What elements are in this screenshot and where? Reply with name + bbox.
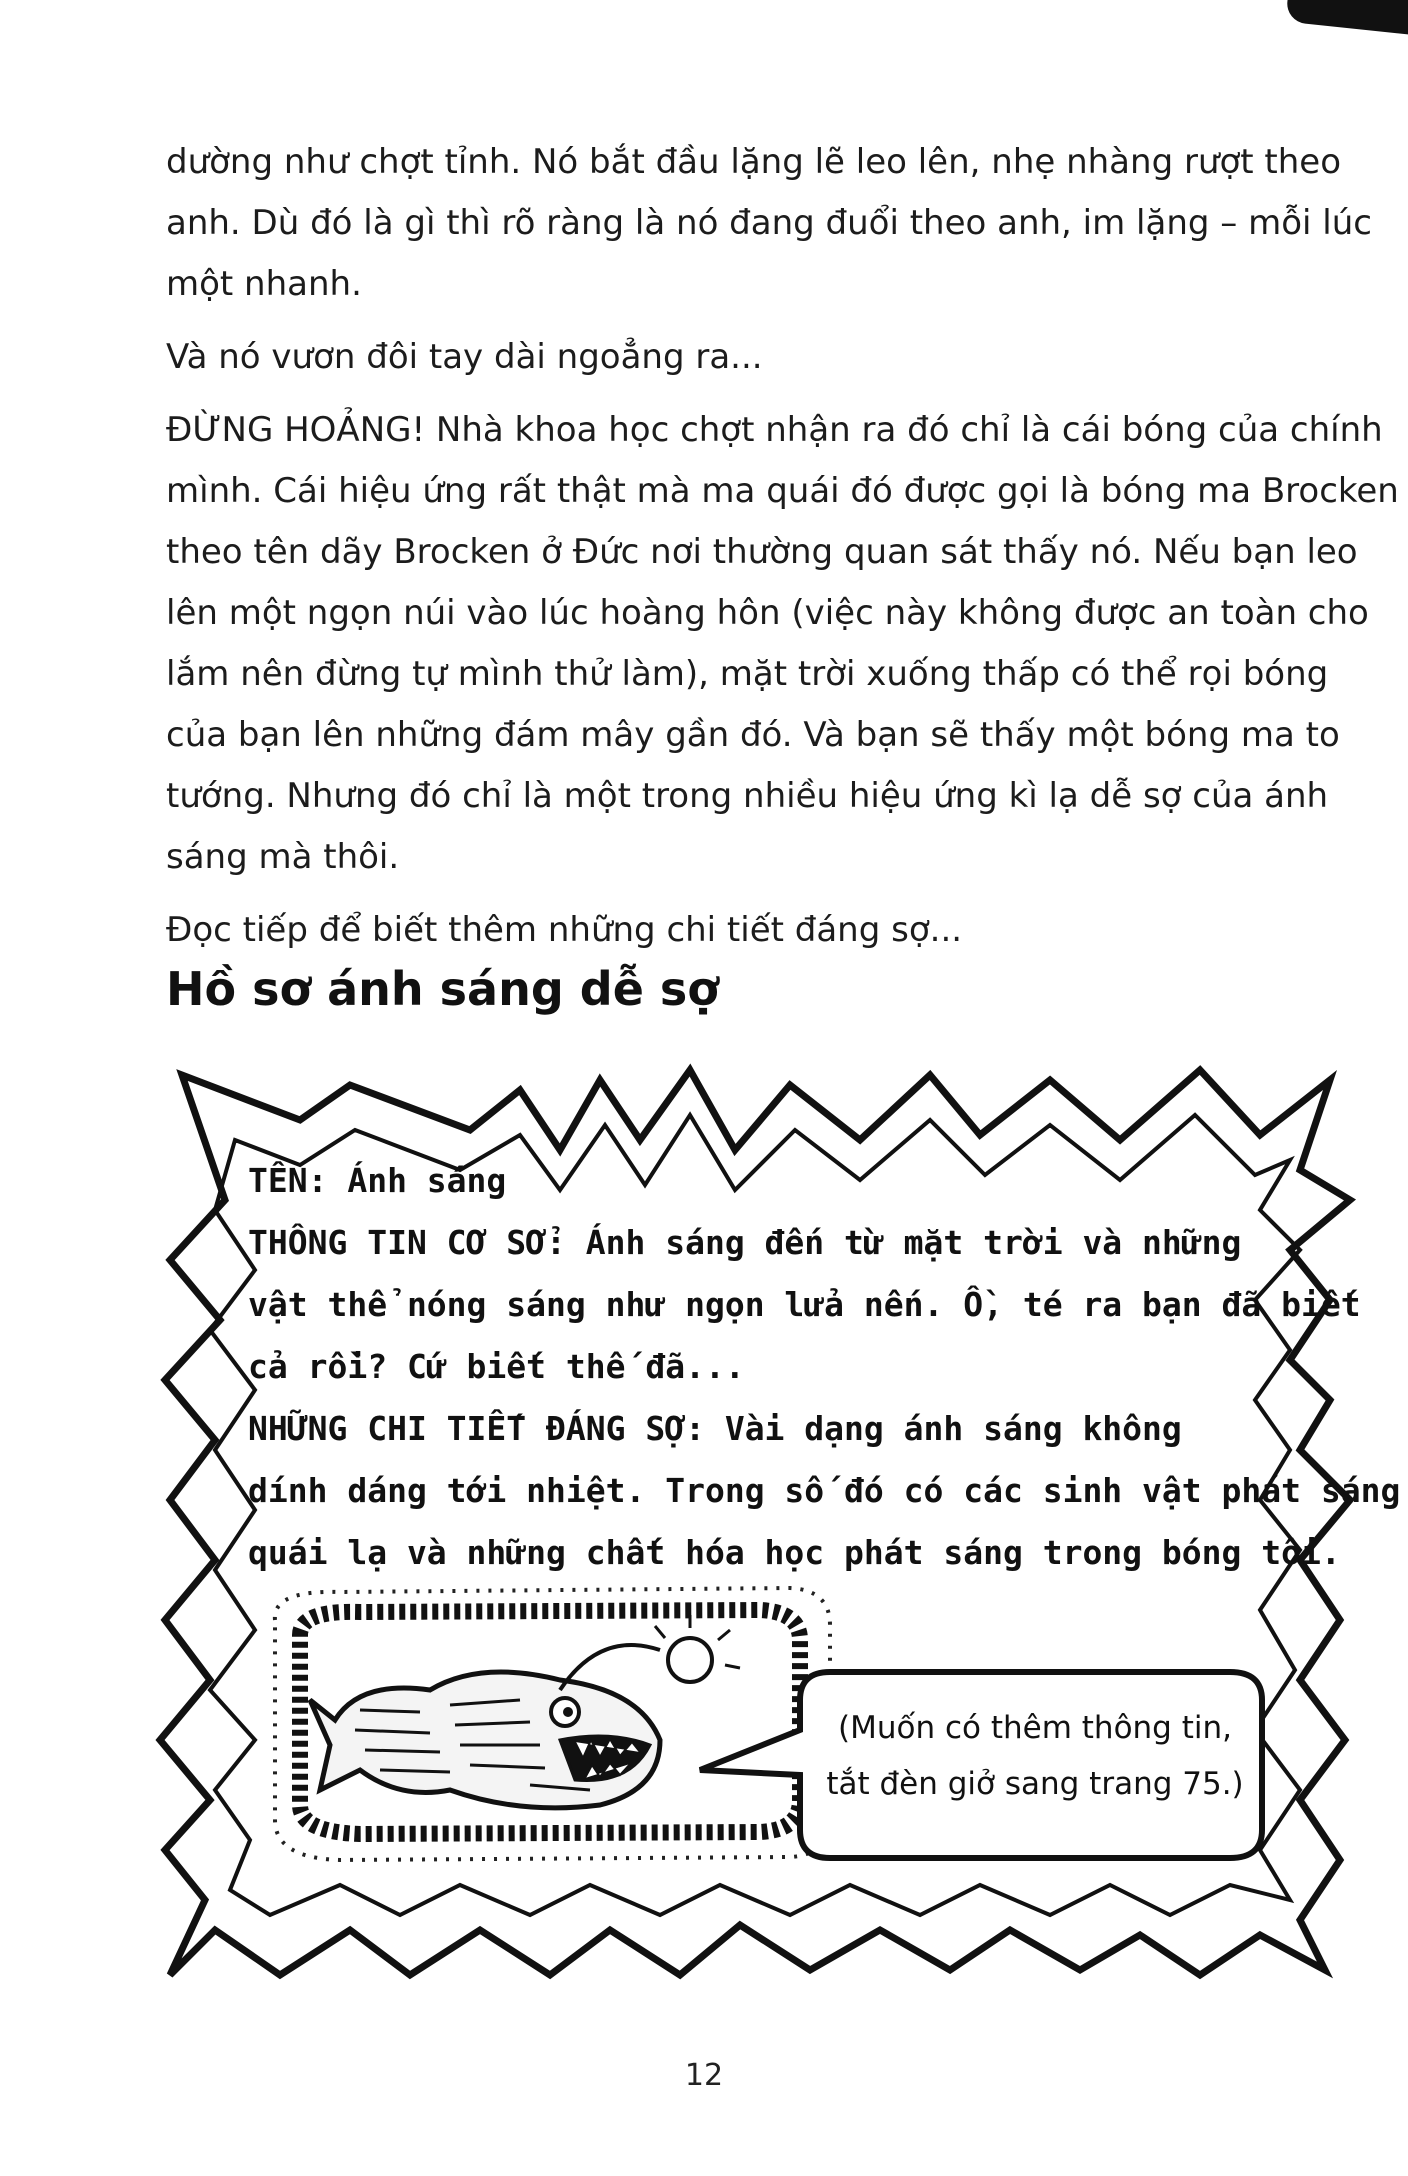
text-line: anh. Dù đó là gì thì rõ ràng là nó đang đuổi theo anh, im lặng – mỗi lúc (166, 203, 1372, 243)
text-line: sáng mà thôi. (166, 837, 400, 877)
fish-lure-light (668, 1638, 712, 1682)
text-line: của bạn lên những đám mây gần đó. Và bạn sẽ thấy một bóng ma to (166, 715, 1340, 755)
anglerfish-illustration (310, 1615, 740, 1808)
profile-line: NHỮNG CHI TIẾT ĐÁNG SỢ: Vài dạng ánh sáng không (248, 1409, 1182, 1448)
profile-line: quái lạ và những chất hóa học phát sáng trong bóng tối. (248, 1533, 1341, 1572)
speech-line: tắt đèn giở sang trang 75.) (826, 1766, 1244, 1802)
text-line: ĐỪNG HOẢNG! Nhà khoa học chợt nhận ra đó chỉ là cái bóng của chính (166, 410, 1383, 450)
profile-line: vật thể nóng sáng như ngọn lửa nến. Ồ, té ra bạn đã biết (248, 1285, 1361, 1324)
text-line: Và nó vươn đôi tay dài ngoẳng ra... (166, 337, 763, 377)
speech-bubble-text (820, 1700, 1250, 1812)
text-line: một nhanh. (166, 264, 362, 304)
profile-line: cả rồi? Cứ biết thế đã... (248, 1347, 745, 1386)
text-line: Đọc tiếp để biết thêm những chi tiết đáng sợ... (166, 910, 963, 950)
page-number: 12 (684, 2058, 724, 2093)
section-title: Hồ sơ ánh sáng dễ sợ (166, 962, 719, 1016)
text-line: tướng. Nhưng đó chỉ là một trong nhiều hiệu ứng kì lạ dễ sợ của ánh (166, 776, 1329, 816)
text-line: dường như chợt tỉnh. Nó bắt đầu lặng lẽ leo lên, nhẹ nhàng rượt theo (166, 142, 1342, 182)
profile-text (248, 1150, 1401, 1584)
profile-line: TÊN: Ánh sáng (248, 1161, 507, 1200)
profile-line: THÔNG TIN CƠ SỞ: Ánh sáng đến từ mặt trời và những (248, 1223, 1242, 1262)
text-line: mình. Cái hiệu ứng rất thật mà ma quái đó được gọi là bóng ma Brocken (166, 471, 1399, 511)
profile-line: dính dáng tới nhiệt. Trong số đó có các sinh vật phát sáng (248, 1471, 1401, 1510)
fish-pupil (563, 1707, 573, 1717)
text-line: lên một ngọn núi vào lúc hoàng hôn (việc này không được an toàn cho (166, 593, 1369, 633)
text-line: lắm nên đừng tự mình thử làm), mặt trời xuống thấp có thể rọi bóng (166, 654, 1329, 694)
speech-line: (Muốn có thêm thông tin, (838, 1710, 1232, 1746)
text-line: theo tên dãy Brocken ở Đức nơi thường quan sát thấy nó. Nếu bạn leo (166, 532, 1358, 572)
